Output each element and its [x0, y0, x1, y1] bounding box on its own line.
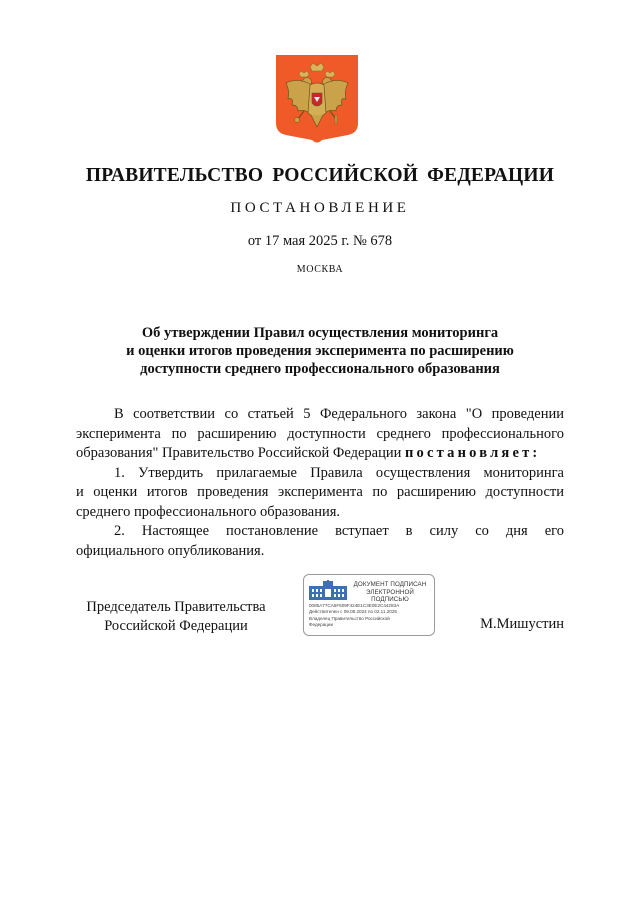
coat-of-arms-emblem	[276, 55, 358, 145]
text-line: и оценки итогов проведения эксперимента по расширению доступности	[76, 484, 564, 500]
text-line: 2. Настоящее постановление вступает в силу со дня его	[114, 523, 564, 539]
electronic-signature-stamp	[303, 574, 435, 636]
government-building-icon	[309, 580, 347, 600]
paragraph-preamble	[76, 405, 564, 464]
subject-line: и оценки итогов проведения эксперимента по расширению	[126, 343, 514, 359]
text-line: 1. Утвердить прилагаемые Правила осуществления мониторинга	[114, 464, 564, 481]
text-line: В соответствии со статьей 5 Федерального закона "О проведении	[114, 406, 564, 422]
signer-position	[76, 598, 276, 636]
double-headed-eagle-icon	[276, 55, 358, 145]
stamp-owner: Федерации	[309, 622, 334, 628]
text-line	[76, 444, 564, 464]
paragraph-item-2	[76, 522, 564, 561]
text-line: официального опубликования.	[76, 542, 265, 559]
text-line: среднего профессионального образования.	[76, 503, 341, 520]
stamp-title-line: ЭЛЕКТРОННОЙ ПОДПИСЬЮ	[366, 588, 414, 604]
signer-name: М.Мишустин	[480, 616, 564, 632]
document-date-number: от 17 мая 2025 г. № 678	[247, 233, 393, 249]
document-city: МОСКВА	[296, 264, 344, 275]
stamp-validity: Действителен с 09.08.2024 по 02.11.2025	[309, 609, 397, 615]
stamp-title	[348, 581, 432, 604]
document-subject	[80, 324, 560, 378]
stamp-details	[309, 603, 433, 629]
paragraph-item-1	[76, 464, 564, 523]
text-line: эксперимента по расширению доступности среднего профессионального	[76, 425, 564, 442]
stamp-owner: Владелец Правительство Российской	[309, 615, 390, 621]
signer-position-line: Председатель Правительства	[86, 599, 266, 615]
document-type: ПОСТАНОВЛЕНИЕ	[230, 200, 410, 216]
document-body	[76, 405, 564, 561]
subject-line: доступности среднего профессионального образования	[140, 361, 500, 377]
decree-word: постановляет:	[405, 445, 541, 461]
government-title: ПРАВИТЕЛЬСТВО РОССИЙСКОЙ ФЕДЕРАЦИИ	[85, 165, 555, 186]
subject-line: Об утверждении Правил осуществления мониторинга	[141, 325, 499, 341]
signer-position-line: Российской Федерации	[104, 618, 248, 634]
text-fragment: образования" Правительство Российской Федерации	[76, 445, 402, 461]
stamp-title-line: ДОКУМЕНТ ПОДПИСАН	[353, 581, 427, 588]
stamp-certificate: 0085A77CA5F609F424E1C3E0E2C44283A	[309, 603, 400, 608]
